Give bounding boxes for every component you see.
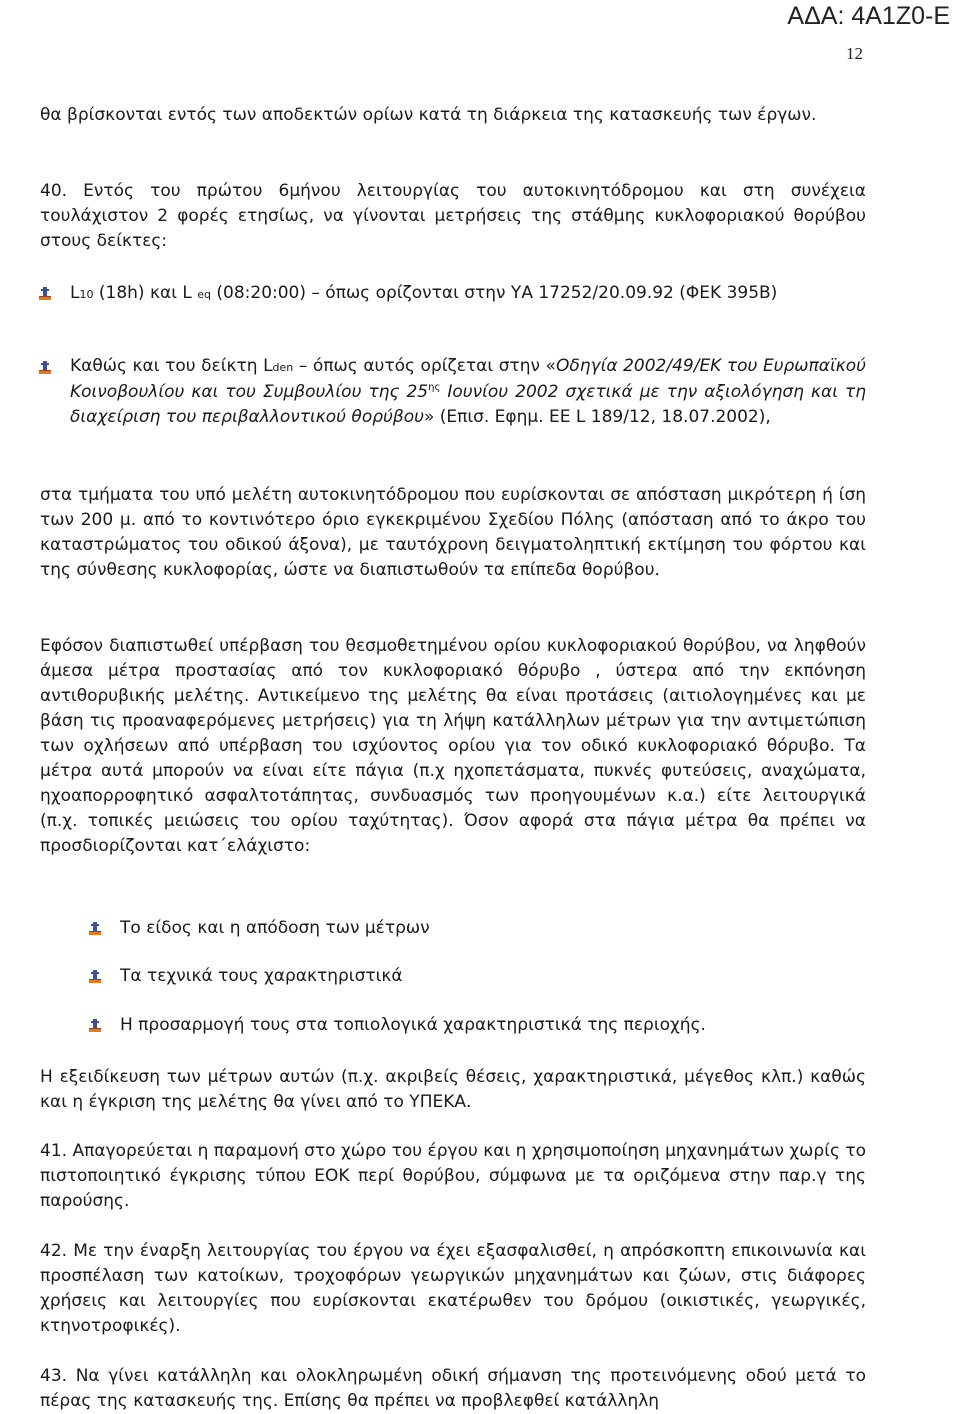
specification-paragraph: Η εξειδίκευση των μέτρων αυτών (π.χ. ακριβείς θέσεις, χαρακτηριστικά, μέγεθος κλπ.) καθώς και η έγκριση της μελέτης θα γίνει από το ΥΠΕΚΑ. (40, 1067, 866, 1112)
bullet-icon (38, 361, 52, 375)
page-number: 12 (846, 44, 863, 63)
bullet-l10-leq: L10 (18h) και L eq (08:20:00) – όπως ορίζονται στην ΥΑ 17252/20.09.92 (ΦΕΚ 395Β) (70, 283, 778, 303)
bullet-lden: Καθώς και του δείκτη Lden – όπως αυτός ορίζεται στην «Οδηγία 2002/49/ΕΚ του Ευρωπαϊκού Κοινοβουλίου και του Συμβουλίου της $25^{\eta\varsigma}$ Ιουνίου 2002 σχετικά με την αξιολόγηση και τη διαχείριση του περιβαλλοντικού θορύβου» (Επισ. Εφημ. ΕΕ L 189/12, 18.07.2002), (70, 356, 867, 427)
item-41 (40, 1139, 866, 1214)
item-41-text: Απαγορεύεται η παραμονή στο χώρο του έργου και η χρησιμοποίηση μηχανημάτων χωρίς το πιστοποιητικό έγκρισης τύπου ΕΟΚ περί θορύβου, σύμφωνα με τα οριζόμενα στην παρ.γ της παρούσης. (40, 1141, 866, 1211)
item-42 (40, 1239, 866, 1339)
item-41-number: 41. (40, 1141, 68, 1161)
ada-code: ΑΔΑ: 4Α1Ζ0-Ε (787, 2, 950, 30)
list-item: Τα τεχνικά τους χαρακτηριστικά (120, 966, 403, 986)
exceedance-paragraph: Εφόσον διαπιστωθεί υπέρβαση του θεσμοθετημένου ορίου κυκλοφοριακού θορύβου, να ληφθούν άμεσα μέτρα προστασίας από τον κυκλοφοριακό θόρυβο , ύστερα από την εκπόνηση αντιθορυβικής μελέτης. Αντικείμενο της μελέτης θα είναι προτάσεις (αιτιολογημένες και με βάση τις προαναφερόμενες μετρήσεις) για τη λήψη κατάλληλων μέτρων για την αντιμετώπιση των οχλήσεων από υπέρβαση του ισχύοντος ορίου για τον οδικό κυκλοφοριακό θόρυβο. Τα μέτρα αυτά μπορούν να είναι είτε πάγια (π.χ ηχοπετάσματα, πυκνές φυτεύσεις, αναχώματα, ηχοαπορροφητικό ασφαλτοτάπητας, συνδυασμός των προηγουμένων κ.α.) είτε λειτουργικά (π.χ. τοπικές μειώσεις του ορίου ταχύτητας). Όσον αφορά στα πάγια μέτρα θα πρέπει να προσδιορίζονται κατ΄ελάχιστο: (40, 636, 866, 856)
item-42-number: 42. (40, 1241, 68, 1261)
item-40-number: 40. (40, 181, 68, 201)
intro-paragraph: θα βρίσκονται εντός των αποδεκτών ορίων κατά τη διάρκεια της κατασκευής των έργων. (40, 105, 817, 125)
list-item: Η προσαρμογή τους στα τοπιολογικά χαρακτηριστικά της περιοχής. (120, 1015, 706, 1035)
item-42-text: Με την έναρξη λειτουργίας του έργου να έχει εξασφαλισθεί, η απρόσκοπτη επικοινωνία και προσπέλαση των κατοίκων, τροχοφόρων γεωργικών μηχανημάτων και ζώων, στις διάφορες χρήσεις και λειτουργίες που ευρίσκονται εκατέρωθεν του δρόμου (οικιστικές, γεωργικές, κτηνοτροφικές). (40, 1241, 866, 1336)
item-43-number: 43. (40, 1366, 68, 1386)
list-item: Το είδος και η απόδοση των μέτρων (120, 918, 430, 938)
item-40-text: Εντός του πρώτου 6μήνου λειτουργίας του αυτοκινητόδρομου και στη συνέχεια τουλάχιστον 2 φορές ετησίως, να γίνονται μετρήσεις της στάθμης κυκλοφοριακού θορύβου στους δείκτες: (40, 181, 867, 251)
item-43 (40, 1364, 866, 1414)
sections-paragraph: στα τμήματα του υπό μελέτη αυτοκινητόδρομου που ευρίσκονται σε απόσταση μικρότερη ή ίση των 200 μ. από το κοντινότερο όριο εγκεκριμένου Σχεδίου Πόλης (απόσταση από το άκρο του καταστρώματος του οδικού άξονα), με ταυτόχρονη δειγματοληπτική εκτίμηση του φόρτου και της σύνθεσης κυκλοφορίας, ώστε να διαπιστωθούν τα επίπεδα θορύβου. (40, 485, 866, 580)
bullet-icon (88, 922, 102, 936)
item-43-text: Να γίνει κατάλληλη και ολοκληρωμένη οδική σήμανση της προτεινόμενης οδού μετά το πέρας της κατασκευής της. Επίσης θα πρέπει να προβλεφθεί κατάλληλη (40, 1366, 866, 1411)
bullet-icon (38, 287, 52, 301)
bullet-icon (88, 970, 102, 984)
item-40 (40, 179, 866, 254)
bullet-icon (88, 1019, 102, 1033)
